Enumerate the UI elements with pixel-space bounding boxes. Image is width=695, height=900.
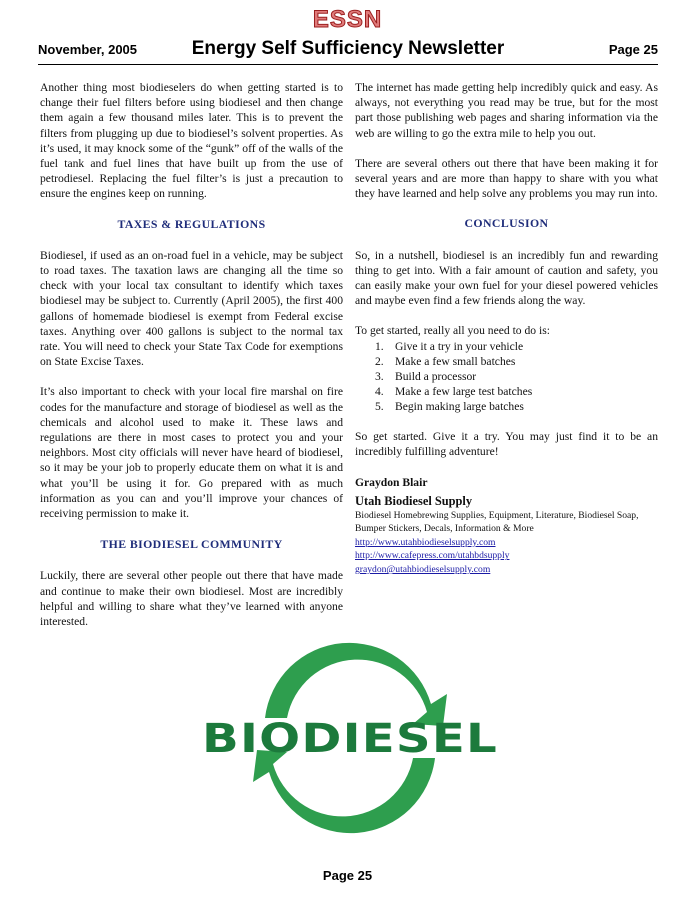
company-description: Biodiesel Homebrewing Supplies, Equipment, Literature, Biodiesel Soap, Bumper Stickers, Decals, Information & More [355,510,639,535]
heading-biodiesel-community: THE BIODIESEL COMMUNITY [100,537,283,552]
footer-page-number: Page 25 [322,868,373,883]
company-website-link[interactable]: http://www.utahbiodieselsupply.com [355,536,496,548]
step-text: Begin making large batches [395,400,524,414]
author-name: Graydon Blair [355,476,428,490]
paragraph-internet-help: The internet has made getting help incredibly quick and easy. As always, not everything you read may be true, but for the most part those publishing web pages and sharing information via the web are willing to go the extra mile to help you out. [355,81,658,140]
step-text: Build a processor [395,370,477,384]
page-header [38,38,658,64]
issue-date: November, 2005 [38,42,138,57]
logo-wordmark: BIODIESEL [202,716,498,762]
step-text: Make a few large test batches [395,385,533,399]
paragraph-community: Luckily, there are several other people out there that have made and continue to make their own biodiesel. Most are incredibly helpful and willing to share what they’ve learned with anyone interested. [40,569,343,629]
newsletter-title: Energy Self Sufficiency Newsletter [191,38,505,59]
header-divider [38,64,658,65]
essn-logo-text: ESSN [312,6,383,33]
list-item [355,369,658,384]
cafepress-link[interactable]: http://www.cafepress.com/utahbdsupply [355,550,510,562]
list-item [355,354,658,369]
upper-recycle-arrow-icon [265,643,447,726]
paragraph-closing: So get started. Give it a try. You may just find it to be an incredibly fulfilling adventure! [355,429,658,458]
paragraph-fuel-filters: Another thing most biodieselers do when getting started is to change their fuel filters before using biodiesel and then change them again a few thousand miles later. This is to prevent the filters from plugging up due to biodiesel’s solvent properties. As it’s used, it may knock some of the “gunk” off of the walls of the fuel tank and fuel lines that have built up from the use of petrodiesel. Replacing the fuel filter’s is just a precaution to ensure the engines keep on running. [40,81,343,201]
list-item [355,399,658,414]
paragraph-fire-codes: It’s also important to check with your local fire marshal on fire codes for the manufacture and storage of biodiesel as well as the chemicals and alcohol used to make it. These laws and regulations are there in most cases to protect you and your neighbors. Most city officials will never have heard of biodiesel, so it may be your job to properly educate them on what it is and what you’ll be using it for. Go prepared with as much information as you can and you’ll improve your chances of receiving permission to make it. [40,385,343,521]
step-number: 2. [375,354,384,368]
company-name: Utah Biodiesel Supply [355,494,473,509]
email-link[interactable]: graydon@utahbiodieselsupply.com [355,564,491,576]
paragraph-road-taxes: Biodiesel, if used as an on-road fuel in a vehicle, may be subject to road taxes. The taxation laws are changing all the time so check with your local tax consultant to identify which taxes biodiesel may be subject to. Currently (April 2005), the first 400 gallons of homemade biodiesel is exempt from Federal excise taxes. Anything over 400 gallons is subject to the normal tax rate. You will need to check your State Tax Code for exemptions on State Excise Taxes. [40,248,343,369]
steps-list [355,339,658,415]
list-item [355,339,658,354]
biodiesel-logo [195,640,505,835]
paragraph-get-started-intro: To get started, really all you need to do is: [355,324,550,338]
lower-recycle-arrow-icon [253,750,435,833]
paragraph-nutshell: So, in a nutshell, biodiesel is an incredibly fun and rewarding thing to get into. With a fair amount of caution and safety, you can easily make your own fuel for your diesel powered vehicles and maybe even find a few friends along the way. [355,248,658,308]
right-column [355,80,658,577]
step-number: 3. [375,370,384,384]
step-text: Give it a try in your vehicle [395,339,524,353]
step-number: 4. [375,385,384,399]
header-page-number: Page 25 [608,42,658,57]
step-number: 1. [375,339,384,353]
paragraph-experienced-makers: There are several others out there that have been making it for several years and are more than happy to share with you what they have learned and help solve any problems you may run into. [355,156,658,201]
step-number: 5. [375,400,384,414]
step-text: Make a few small batches [395,354,516,368]
heading-conclusion: CONCLUSION [464,216,549,231]
heading-taxes-regulations: TAXES & REGULATIONS [117,216,266,231]
list-item [355,384,658,399]
left-column [40,80,343,644]
